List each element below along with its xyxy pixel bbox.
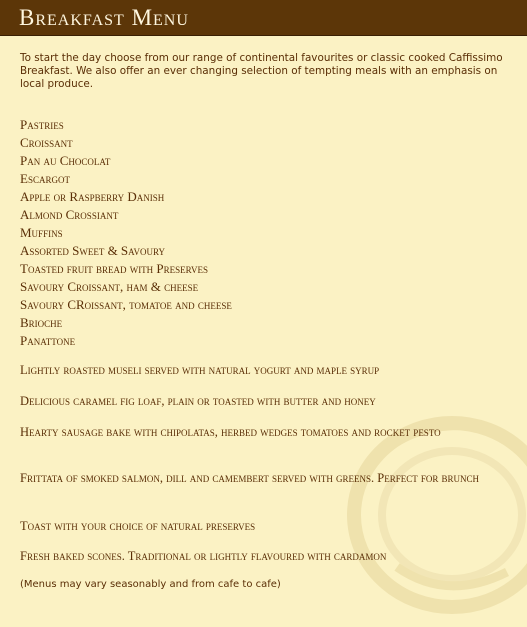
pastries-list [20,116,232,350]
list-item: Assorted Sweet & Savoury [20,243,166,258]
list-item: Pastries [20,117,64,132]
menu-item-museli: Lightly roasted museli served with natural yogurt and maple syrup [20,363,380,377]
list-item: Apple or Raspberry Danish [20,189,165,204]
menu-header [0,0,527,36]
list-item: Brioche [20,315,63,330]
list-item: Pan au Chocolat [20,153,111,168]
list-item: Toasted fruit bread with Preserves [20,261,208,276]
list-item: Almond Crossiant [20,207,119,222]
list-item: Escargot [20,171,70,186]
menu-item-fig-loaf: Delicious caramel fig loaf, plain or toasted with butter and honey [20,394,376,408]
menu-item-sausage-bake: Hearty sausage bake with chipolatas, herbed wedges tomatoes and rocket pesto [20,425,441,439]
list-item: Muffins [20,225,63,240]
menu-item-frittata: Frittata of smoked salmon, dill and camembert served with greens. Perfect for brunch [20,471,479,485]
list-item: Savoury CRoissant, tomatoe and cheese [20,297,232,312]
intro-paragraph: To start the day choose from our range of continental favourites or classic cooked Caffissimo Breakfast. We also offer an ever changing selection of tempting meals with an emphasis on local produce. [20,52,503,90]
menu-item-scones: Fresh baked scones. Traditional or lightly flavoured with cardamon [20,549,387,563]
list-item: Panattone [20,333,76,348]
page-title: Breakfast Menu [19,5,189,30]
list-item: Savoury Croissant, ham & cheese [20,279,199,294]
list-item: Croissant [20,135,73,150]
menu-footnote: (Menus may vary seasonably and from cafe to cafe) [20,579,281,590]
menu-item-toast: Toast with your choice of natural preserves [20,519,256,533]
